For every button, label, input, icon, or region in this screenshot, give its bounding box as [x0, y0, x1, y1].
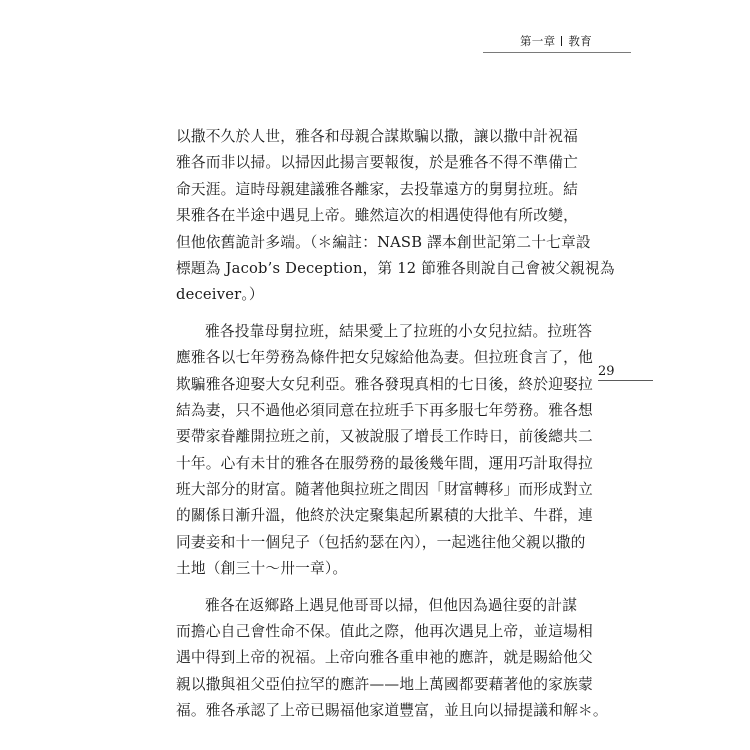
header-rule [483, 52, 631, 53]
section-label: 教育 [568, 34, 593, 48]
text-line: 要帶家眷離開拉班之前，又被說服了增長工作時日，前後總共二 [176, 428, 593, 446]
page-number: 29 [598, 364, 615, 379]
text-line: 雅各投靠母舅拉班，結果愛上了拉班的小女兒拉結。拉班答 [205, 322, 593, 340]
text-line: 但他依舊詭計多端。（＊編註：NASB 譯本創世記第二十七章設 [176, 233, 591, 251]
text-line: 同妻妾和十一個兒子（包括約瑟在內），一起逃往他父親以撒的 [176, 533, 586, 551]
text-line: 結為妻，只不過他必須同意在拉班手下再多服七年勞務。雅各想 [176, 401, 593, 419]
text-line: 福。雅各承認了上帝已賜福他家道豐富，並且向以掃提議和解＊。 [176, 702, 608, 720]
text-line: deceiver。） [176, 286, 264, 304]
text-line: 遇中得到上帝的祝福。上帝向雅各重申祂的應許，就是賜給他父 [176, 649, 593, 667]
paragraph-gap [176, 309, 586, 319]
chapter-label: 第一章 [520, 34, 556, 48]
text-line: 而擔心自己會性命不保。值此之際，他再次遇見上帝，並這場相 [176, 623, 593, 641]
page-number-rule [598, 380, 653, 381]
text-line: 班大部分的財富。隨著他與拉班之間因「財富轉移」而形成對立 [176, 481, 593, 499]
header-separator [561, 36, 562, 46]
text-line: 的關係日漸升溫，他終於決定聚集起所累積的大批羊、牛群，連 [176, 507, 593, 525]
paragraph-3 [176, 593, 608, 725]
text-line: 命天涯。這時母親建議雅各離家，去投靠遠方的舅舅拉班。結 [176, 180, 578, 198]
text-line: 欺騙雅各迎娶大女兒利亞。雅各發現真相的七日後，終於迎娶拉 [176, 375, 593, 393]
text-line: 雅各在返鄉路上遇見他哥哥以掃，但他因為過往耍的計謀 [205, 596, 578, 614]
text-line: 土地（創三十～卅一章）。 [176, 560, 348, 578]
text-line: 雅各而非以掃。以掃因此揚言要報復，於是雅各不得不準備亡 [176, 154, 578, 172]
text-line: 十年。心有未甘的雅各在服勞務的最後幾年間，運用巧計取得拉 [176, 454, 593, 472]
text-line: 以撒不久於人世，雅各和母親合謀欺騙以撒，讓以撒中計祝福 [176, 128, 578, 145]
text-line: 果雅各在半途中遇見上帝。雖然這次的相遇使得他有所改變， [176, 207, 578, 225]
text-line: 親以撒與祖父亞伯拉罕的應許——地上萬國都要藉著他的家族蒙 [176, 675, 593, 693]
text-line: 標題為 Jacob’s Deception，第 12 節雅各則說自己會被父親視為 [176, 259, 615, 277]
text-line: 應雅各以七年勞務為條件把女兒嫁給他為妻。但拉班食言了，他 [176, 349, 593, 367]
paragraph-2 [176, 319, 593, 583]
running-header [520, 33, 592, 49]
paragraph-gap [176, 583, 586, 593]
paragraph-1 [176, 124, 615, 309]
